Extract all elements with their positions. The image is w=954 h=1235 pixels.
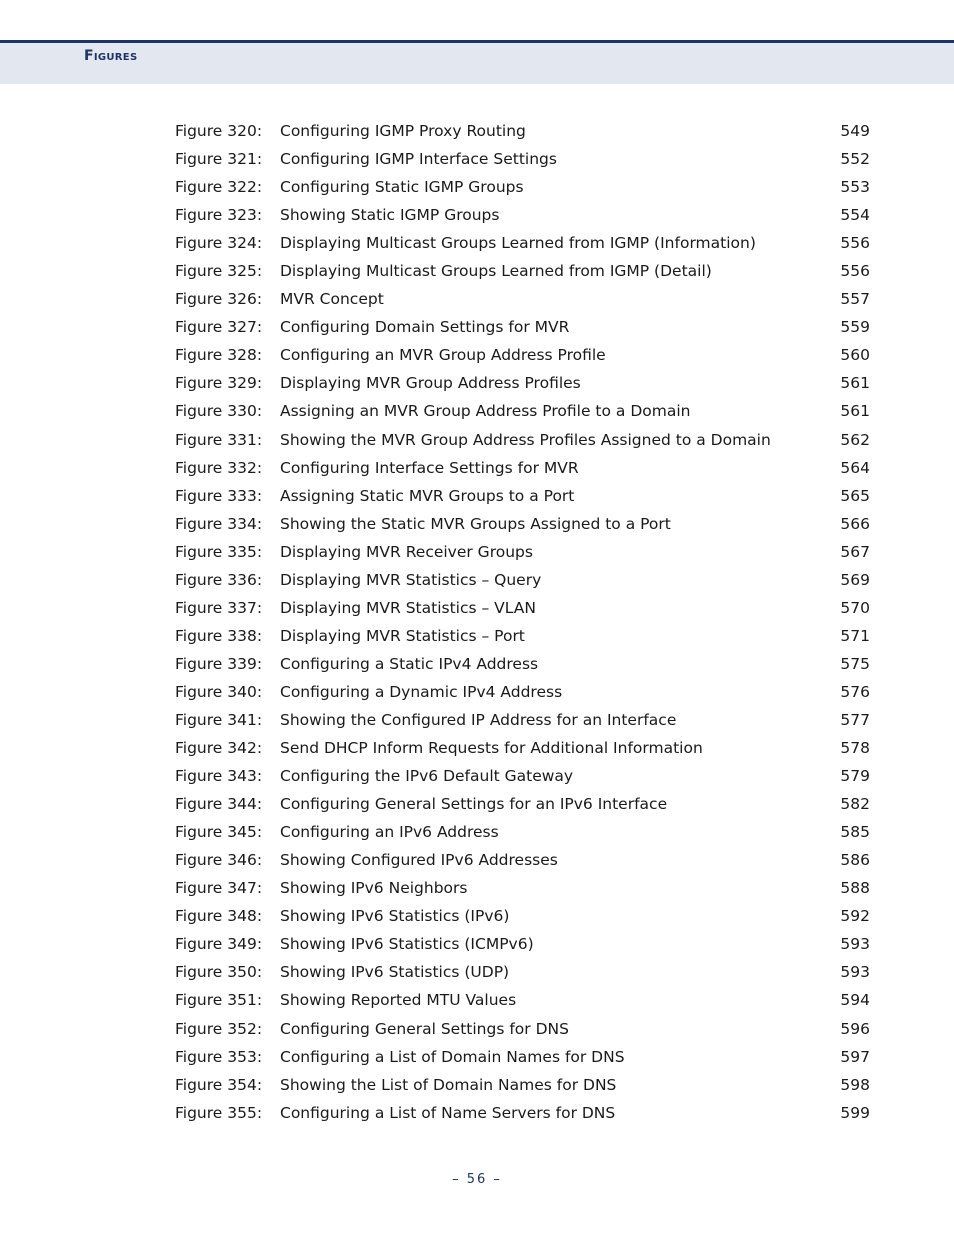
figure-entry[interactable] bbox=[175, 313, 870, 341]
figure-title: Configuring Domain Settings for MVR bbox=[280, 318, 570, 337]
figure-entry[interactable] bbox=[175, 538, 870, 566]
figure-entry[interactable] bbox=[175, 622, 870, 650]
figure-entry[interactable] bbox=[175, 1015, 870, 1043]
figure-page-number: 559 bbox=[840, 318, 870, 337]
figure-page-number: 564 bbox=[840, 458, 870, 477]
figure-title: Displaying Multicast Groups Learned from IGMP (Information) bbox=[280, 234, 756, 253]
figure-number: Figure 344: bbox=[175, 795, 263, 814]
figure-page-number: 594 bbox=[840, 991, 870, 1010]
figure-page-number: 586 bbox=[840, 851, 870, 870]
figure-title: Configuring Interface Settings for MVR bbox=[280, 458, 579, 477]
figure-title: Displaying MVR Statistics – VLAN bbox=[280, 598, 536, 617]
figure-list bbox=[175, 117, 870, 1127]
figure-entry[interactable] bbox=[175, 846, 870, 874]
figure-page-number: 561 bbox=[840, 402, 870, 421]
figure-entry[interactable] bbox=[175, 818, 870, 846]
figure-title: Assigning Static MVR Groups to a Port bbox=[280, 486, 575, 505]
figure-number: Figure 340: bbox=[175, 682, 263, 701]
figure-entry[interactable] bbox=[175, 566, 870, 594]
figure-page-number: 552 bbox=[840, 150, 870, 169]
figure-entry[interactable] bbox=[175, 902, 870, 930]
figure-title: Assigning an MVR Group Address Profile to a Domain bbox=[280, 402, 691, 421]
figure-entry[interactable] bbox=[175, 650, 870, 678]
section-title: Figures bbox=[84, 48, 138, 64]
figure-number: Figure 335: bbox=[175, 542, 263, 561]
figure-title: Displaying Multicast Groups Learned from IGMP (Detail) bbox=[280, 262, 712, 281]
figure-number: Figure 330: bbox=[175, 402, 263, 421]
figure-number: Figure 324: bbox=[175, 234, 263, 253]
figure-title: Showing the Configured IP Address for an Interface bbox=[280, 710, 677, 729]
figure-entry[interactable] bbox=[175, 790, 870, 818]
figure-page-number: 569 bbox=[840, 570, 870, 589]
figure-entry[interactable] bbox=[175, 706, 870, 734]
figure-page-number: 599 bbox=[840, 1103, 870, 1122]
figure-number: Figure 339: bbox=[175, 654, 263, 673]
figure-title: Send DHCP Inform Requests for Additional Information bbox=[280, 739, 703, 758]
figure-page-number: 567 bbox=[840, 542, 870, 561]
figure-title: Showing IPv6 Statistics (ICMPv6) bbox=[280, 935, 534, 954]
figure-page-number: 566 bbox=[840, 514, 870, 533]
figure-number: Figure 328: bbox=[175, 346, 263, 365]
figure-number: Figure 342: bbox=[175, 739, 263, 758]
figure-entry[interactable] bbox=[175, 986, 870, 1014]
figure-page-number: 556 bbox=[840, 262, 870, 281]
figure-page-number: 571 bbox=[840, 626, 870, 645]
figure-entry[interactable] bbox=[175, 145, 870, 173]
figure-page-number: 592 bbox=[840, 907, 870, 926]
figure-title: Showing Configured IPv6 Addresses bbox=[280, 851, 558, 870]
figure-page-number: 554 bbox=[840, 206, 870, 225]
page-header bbox=[0, 40, 954, 84]
figure-page-number: 565 bbox=[840, 486, 870, 505]
figure-page-number: 575 bbox=[840, 654, 870, 673]
figure-entry[interactable] bbox=[175, 454, 870, 482]
figure-title: Configuring a Static IPv4 Address bbox=[280, 654, 539, 673]
figure-number: Figure 338: bbox=[175, 626, 263, 645]
figure-number: Figure 331: bbox=[175, 430, 263, 449]
figure-entry[interactable] bbox=[175, 678, 870, 706]
figure-page-number: 585 bbox=[840, 823, 870, 842]
figure-number: Figure 341: bbox=[175, 710, 263, 729]
figure-title: Configuring General Settings for DNS bbox=[280, 1019, 569, 1038]
figure-entry[interactable] bbox=[175, 341, 870, 369]
figure-page-number: 596 bbox=[840, 1019, 870, 1038]
figure-number: Figure 351: bbox=[175, 991, 263, 1010]
figure-title: Showing IPv6 Neighbors bbox=[280, 879, 468, 898]
figure-page-number: 578 bbox=[840, 739, 870, 758]
figure-entry[interactable] bbox=[175, 958, 870, 986]
figure-number: Figure 354: bbox=[175, 1075, 263, 1094]
figure-entry[interactable] bbox=[175, 285, 870, 313]
figure-title: Configuring Static IGMP Groups bbox=[280, 178, 524, 197]
figure-title: Showing the List of Domain Names for DNS bbox=[280, 1075, 617, 1094]
figure-page-number: 593 bbox=[840, 935, 870, 954]
figure-title: Displaying MVR Group Address Profiles bbox=[280, 374, 581, 393]
figure-page-number: 582 bbox=[840, 795, 870, 814]
figure-page-number: 553 bbox=[840, 178, 870, 197]
figure-title: Configuring General Settings for an IPv6 Interface bbox=[280, 795, 668, 814]
page-number: – 56 – bbox=[452, 1172, 502, 1187]
figure-entry[interactable] bbox=[175, 510, 870, 538]
figure-entry[interactable] bbox=[175, 930, 870, 958]
figure-entry[interactable] bbox=[175, 734, 870, 762]
figure-entry[interactable] bbox=[175, 594, 870, 622]
figure-number: Figure 353: bbox=[175, 1047, 263, 1066]
figure-page-number: 557 bbox=[840, 290, 870, 309]
figure-entry[interactable] bbox=[175, 173, 870, 201]
figure-entry[interactable] bbox=[175, 257, 870, 285]
figure-entry[interactable] bbox=[175, 369, 870, 397]
figure-title: Displaying MVR Receiver Groups bbox=[280, 542, 533, 561]
figure-page-number: 556 bbox=[840, 234, 870, 253]
figure-page-number: 576 bbox=[840, 682, 870, 701]
figure-number: Figure 326: bbox=[175, 290, 263, 309]
figure-number: Figure 322: bbox=[175, 178, 263, 197]
figure-page-number: 561 bbox=[840, 374, 870, 393]
figure-entry[interactable] bbox=[175, 229, 870, 257]
figure-title: Showing IPv6 Statistics (UDP) bbox=[280, 963, 510, 982]
figure-title: Configuring an MVR Group Address Profile bbox=[280, 346, 606, 365]
figure-page-number: 598 bbox=[840, 1075, 870, 1094]
figure-entry[interactable] bbox=[175, 117, 870, 145]
figure-title: Configuring IGMP Interface Settings bbox=[280, 150, 557, 169]
figure-title: Configuring a List of Domain Names for DNS bbox=[280, 1047, 625, 1066]
figure-page-number: 579 bbox=[840, 767, 870, 786]
figure-title: Configuring IGMP Proxy Routing bbox=[280, 122, 526, 140]
figure-number: Figure 329: bbox=[175, 374, 263, 393]
figure-number: Figure 334: bbox=[175, 514, 263, 533]
figure-title: Configuring the IPv6 Default Gateway bbox=[280, 767, 574, 786]
figure-title: Configuring an IPv6 Address bbox=[280, 823, 499, 842]
figure-number: Figure 321: bbox=[175, 150, 263, 169]
figure-title: Displaying MVR Statistics – Query bbox=[280, 570, 542, 589]
figure-entry[interactable] bbox=[175, 397, 870, 425]
figure-title: Showing the Static MVR Groups Assigned to a Port bbox=[280, 514, 671, 533]
figure-number: Figure 355: bbox=[175, 1103, 263, 1122]
figure-page-number: 593 bbox=[840, 963, 870, 982]
figure-entry[interactable] bbox=[175, 874, 870, 902]
figure-number: Figure 347: bbox=[175, 879, 263, 898]
figure-title: Configuring a List of Name Servers for DNS bbox=[280, 1103, 616, 1122]
figure-entry[interactable] bbox=[175, 1043, 870, 1071]
figure-title: Showing Static IGMP Groups bbox=[280, 206, 500, 225]
figure-number: Figure 333: bbox=[175, 486, 263, 505]
figure-title: Displaying MVR Statistics – Port bbox=[280, 626, 525, 645]
figure-entry[interactable] bbox=[175, 1071, 870, 1099]
figure-entry[interactable] bbox=[175, 1099, 870, 1127]
figure-number: Figure 323: bbox=[175, 206, 263, 225]
figure-number: Figure 352: bbox=[175, 1019, 263, 1038]
figure-number: Figure 336: bbox=[175, 570, 263, 589]
figure-number: Figure 332: bbox=[175, 458, 263, 477]
figure-number: Figure 343: bbox=[175, 767, 263, 786]
figure-number: Figure 327: bbox=[175, 318, 263, 337]
figure-page-number: 588 bbox=[840, 879, 870, 898]
figure-entry[interactable] bbox=[175, 482, 870, 510]
figure-title: MVR Concept bbox=[280, 290, 384, 309]
figure-number: Figure 348: bbox=[175, 907, 263, 926]
figure-number: Figure 349: bbox=[175, 935, 263, 954]
figure-page-number: 560 bbox=[840, 346, 870, 365]
figure-title: Configuring a Dynamic IPv4 Address bbox=[280, 682, 563, 701]
figure-page-number: 562 bbox=[840, 430, 870, 449]
figure-title: Showing IPv6 Statistics (IPv6) bbox=[280, 907, 510, 926]
figure-page-number: 549 bbox=[840, 122, 870, 140]
figure-entry[interactable] bbox=[175, 201, 870, 229]
figure-number: Figure 345: bbox=[175, 823, 263, 842]
figure-number: Figure 350: bbox=[175, 963, 263, 982]
figure-number: Figure 325: bbox=[175, 262, 263, 281]
figure-number: Figure 320: bbox=[175, 122, 263, 140]
figure-entry[interactable] bbox=[175, 762, 870, 790]
figure-title: Showing the MVR Group Address Profiles Assigned to a Domain bbox=[280, 430, 771, 449]
figure-page-number: 597 bbox=[840, 1047, 870, 1066]
figure-number: Figure 337: bbox=[175, 598, 263, 617]
figure-page-number: 570 bbox=[840, 598, 870, 617]
figure-number: Figure 346: bbox=[175, 851, 263, 870]
figure-entry[interactable] bbox=[175, 426, 870, 454]
figure-page-number: 577 bbox=[840, 710, 870, 729]
figure-title: Showing Reported MTU Values bbox=[280, 991, 517, 1010]
